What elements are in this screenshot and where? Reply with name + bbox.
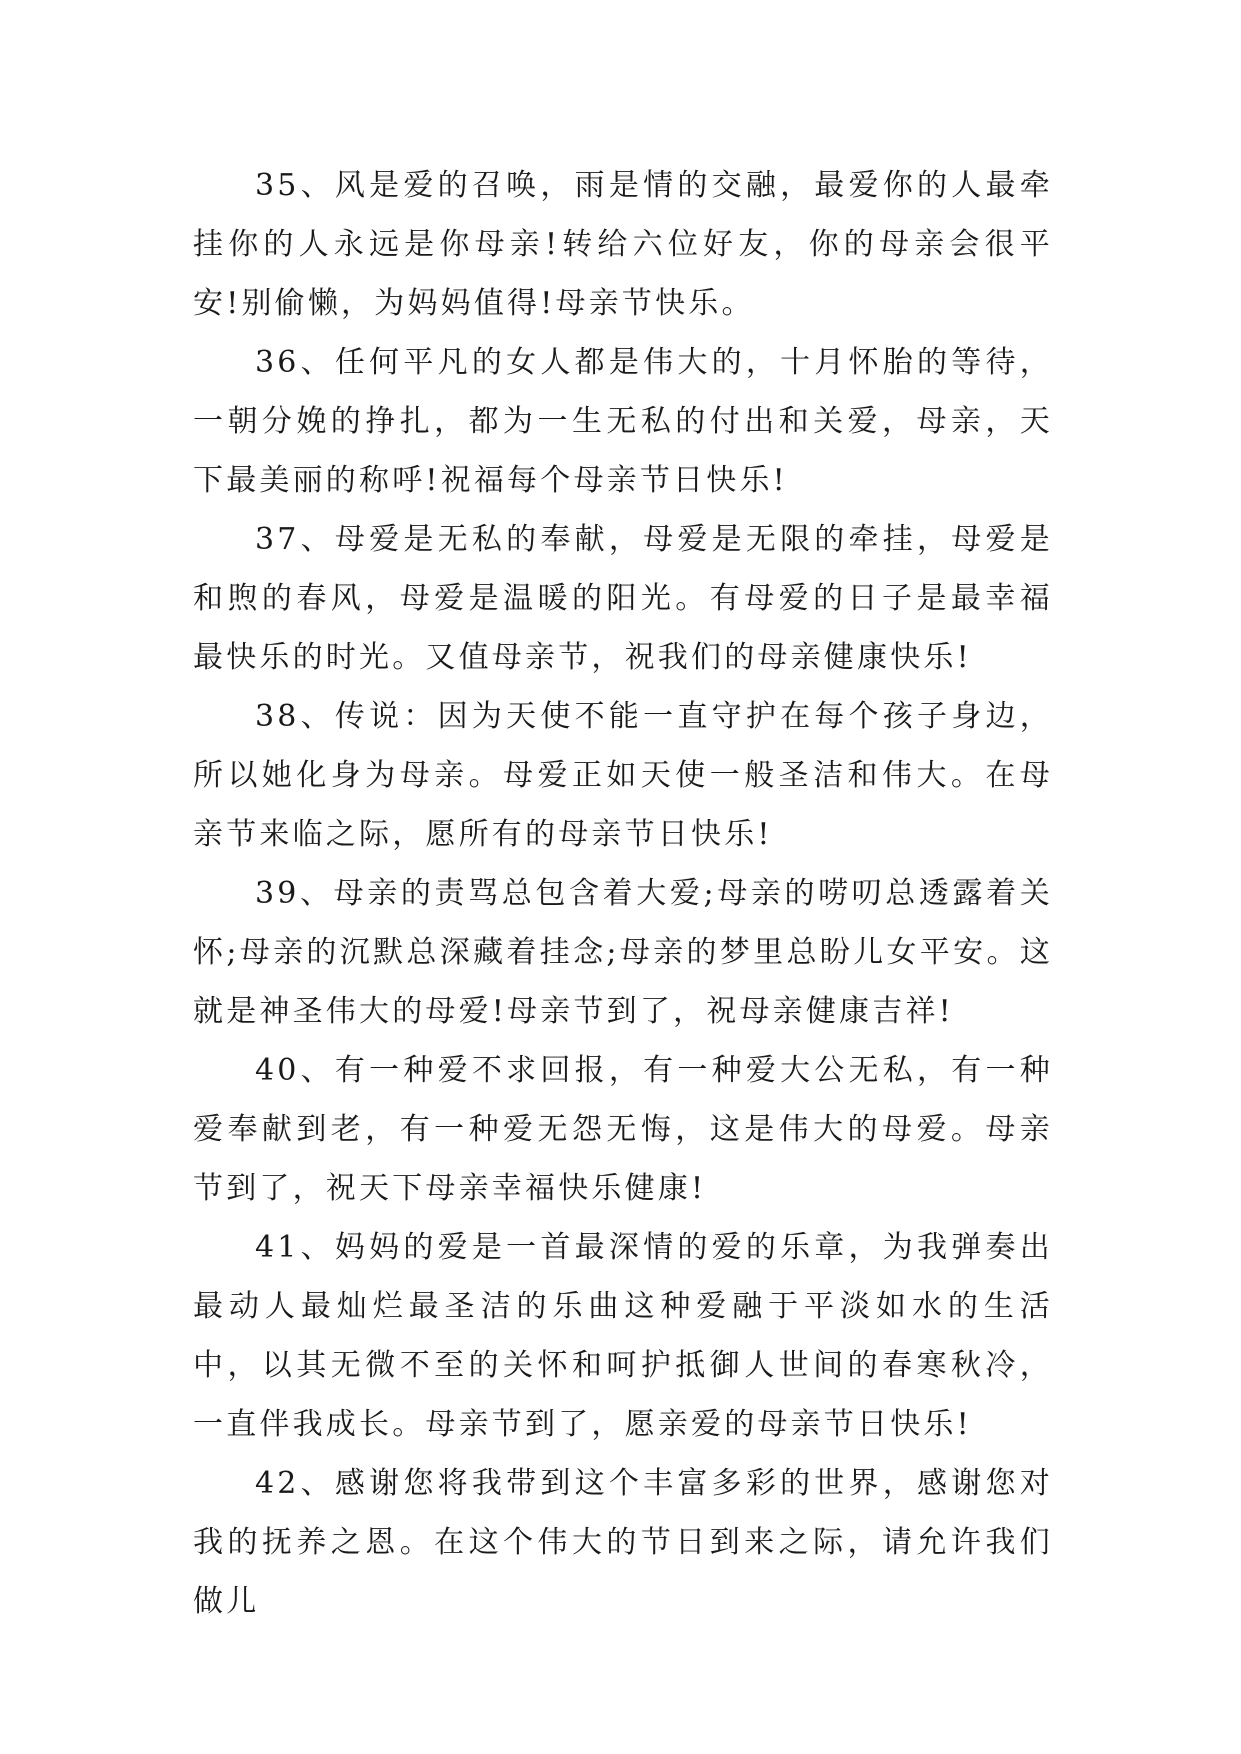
paragraph-37: 37、母爱是无私的奉献，母爱是无限的牵挂，母爱是和煦的春风，母爱是温暖的阳光。有母爱的日子是最幸福最快乐的时光。又值母亲节，祝我们的母亲健康快乐! — [193, 522, 1053, 675]
paragraph-42: 42、感谢您将我带到这个丰富多彩的世界，感谢您对我的抚养之恩。在这个伟大的节日到来之际，请允许我们做儿 — [193, 1466, 1053, 1619]
paragraph-36: 36、任何平凡的女人都是伟大的，十月怀胎的等待，一朝分娩的挣扎，都为一生无私的付出和关爱，母亲，天下最美丽的称呼!祝福每个母亲节日快乐! — [193, 345, 1053, 498]
document-body — [193, 156, 1053, 1631]
paragraph-38: 38、传说：因为天使不能一直守护在每个孩子身边，所以她化身为母亲。母爱正如天使一般圣洁和伟大。在母亲节来临之际，愿所有的母亲节日快乐! — [193, 699, 1053, 852]
paragraph-40: 40、有一种爱不求回报，有一种爱大公无私，有一种爱奉献到老，有一种爱无怨无悔，这是伟大的母爱。母亲节到了，祝天下母亲幸福快乐健康! — [193, 1053, 1053, 1206]
paragraph-39: 39、母亲的责骂总包含着大爱;母亲的唠叨总透露着关怀;母亲的沉默总深藏着挂念;母亲的梦里总盼儿女平安。这就是神圣伟大的母爱!母亲节到了，祝母亲健康吉祥! — [193, 876, 1053, 1029]
paragraph-41: 41、妈妈的爱是一首最深情的爱的乐章，为我弹奏出最动人最灿烂最圣洁的乐曲这种爱融于平淡如水的生活中，以其无微不至的关怀和呵护抵御人世间的春寒秋冷，一直伴我成长。母亲节到了，愿亲爱的母亲节日快乐! — [193, 1230, 1053, 1442]
paragraph-35: 35、风是爱的召唤，雨是情的交融，最爱你的人最牵挂你的人永远是你母亲!转给六位好友，你的母亲会很平安!别偷懒，为妈妈值得!母亲节快乐。 — [193, 168, 1053, 321]
